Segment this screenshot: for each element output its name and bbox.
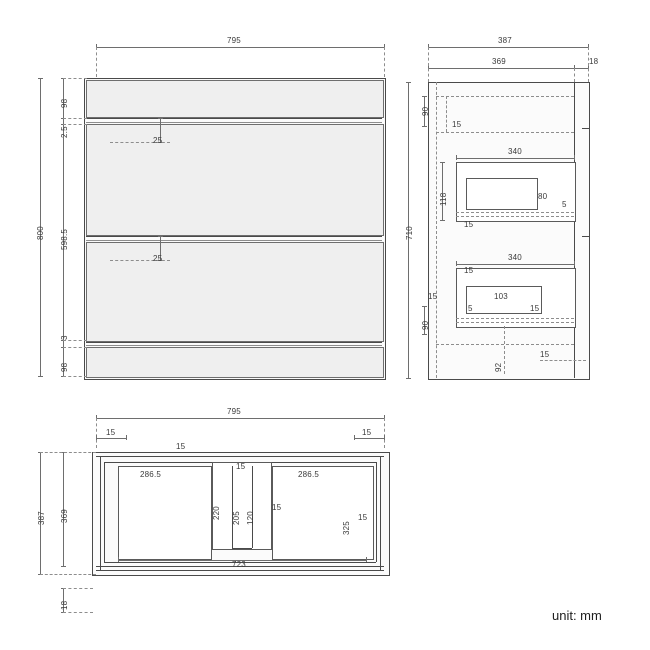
side-drawer-top-line [436,96,574,97]
front-drawer-middle [86,124,384,236]
dim-tick [406,82,411,83]
side-back-panel-line [574,82,575,378]
front-dim-25-top: 25 [153,136,163,145]
front-dim-2p5: 2.5 [60,126,69,138]
ext-line [96,418,97,448]
side-edge-label: 18 [589,57,599,66]
dim-tick [38,376,43,377]
plan-dim-286p5-right: 286.5 [298,470,320,479]
side-drawer-middle-base2 [456,216,574,217]
plan-width-dim-line [96,418,384,419]
front-dim-98-top: 98 [60,98,69,108]
dim-tick [96,435,97,440]
side-dim-15-b: 15 [464,220,474,229]
plan-center-inner-bottom [232,548,252,549]
side-drawer-middle-inner [466,178,538,210]
dim-tick [440,162,445,163]
dim-tick [422,126,427,127]
front-gap-line-6 [86,345,382,346]
plan-inner-edge-right [380,456,381,570]
ext-line [40,452,96,453]
ext-line [63,588,93,589]
side-drawer-top-edge [446,96,447,132]
front-dim-25-middle: 25 [153,254,163,263]
plan-dim-286p5-left: 286.5 [140,470,162,479]
front-height-chain-line [63,78,64,376]
dim-tick [456,155,457,160]
dim-tick [158,118,163,119]
ext-line [63,347,87,348]
ext-line [63,78,87,79]
front-drawer-lower [86,242,384,342]
ext-line [96,47,97,77]
side-width-label: 387 [498,36,512,45]
side-dim-340-top: 340 [508,147,522,156]
side-dim-15-c: 15 [464,266,474,275]
side-dim-5-b: 5 [468,304,473,313]
plan-dim-205: 205 [232,511,241,525]
front-gap-line-2 [86,122,382,123]
plan-inner-depth-label: 369 [60,509,69,523]
side-dim-90-bottom: 90 [421,320,430,330]
front-gap-line-4 [86,240,382,241]
ext-line [574,68,575,82]
plan-cavity-right [376,462,377,562]
ext-line [63,376,87,377]
ext-line [504,326,505,374]
plan-inner-edge-left [100,456,101,570]
dim-tick [61,566,66,567]
plan-center-inner-left [232,466,233,548]
front-width-label: 795 [227,36,241,45]
side-dim-15-f: 15 [540,350,550,359]
side-drawer-top-bottom [436,132,574,133]
side-plinth-line [436,344,574,345]
dim-tick [366,557,367,562]
side-drawer-lower-base [456,318,574,319]
plan-dim-15-right: 15 [362,428,372,437]
side-dim-92: 92 [494,362,503,372]
plan-dim-15-inner: 15 [272,503,282,512]
ext-line [428,47,429,82]
dim-tick [440,220,445,221]
unit-note: unit: mm [552,608,602,623]
side-dim-15-e: 15 [530,304,540,313]
plan-dim-15-center: 15 [236,462,246,471]
front-gap-line-3 [86,236,382,237]
side-drawer-middle-base [456,212,574,213]
plan-dim-325: 325 [342,521,351,535]
front-height-label: 800 [36,226,45,240]
side-bracket-2 [582,236,590,237]
front-dim-598p5: 598.5 [60,228,69,250]
dim-tick [38,78,43,79]
side-sub-width-label: 369 [492,57,506,66]
plan-inner-edge-bottom2 [96,570,384,571]
plan-dim-220: 220 [212,506,221,520]
side-drawer-lower-base2 [456,322,574,323]
dim-tick [406,378,411,379]
ext-line [384,418,385,448]
side-dim-103: 103 [494,292,508,301]
ext-line [540,360,586,361]
plan-base-label: 18 [60,600,69,610]
dim-tick [118,557,119,562]
front-drawer-top [86,80,384,118]
side-dim-118-line [442,162,443,220]
dim-tick [422,306,427,307]
side-dim-80: 80 [538,192,548,201]
plan-right-inset-line [354,438,384,439]
plan-center-column [212,462,272,550]
dim-tick [158,236,163,237]
side-width-dim-line [428,47,588,48]
dim-tick [574,155,575,160]
front-width-dim-line [96,47,384,48]
side-width-chain-line [428,68,588,69]
dim-tick [422,96,427,97]
ext-line [63,118,87,119]
side-dim-340-top-line [456,158,574,159]
ext-line [40,574,96,575]
dim-tick [354,435,355,440]
front-dim-98-bottom: 98 [60,362,69,372]
ext-line [384,47,385,77]
plan-center-inner-right [252,466,253,548]
side-dim-5-a: 5 [562,200,567,209]
plan-dim-15-far: 15 [358,513,368,522]
side-dim-90-top: 90 [421,106,430,116]
front-dim-3: 3 [60,335,69,340]
side-height-label: 710 [405,226,414,240]
plan-inner-edge-top [96,456,384,457]
ext-line [588,47,589,82]
front-gap-line-5 [86,342,382,343]
side-bracket-1 [582,128,590,129]
side-dim-340-lower: 340 [508,253,522,262]
front-plinth [86,347,384,378]
plan-dim-723: 723 [232,560,246,569]
plan-dim-15-mid: 15 [176,442,186,451]
dim-tick [126,435,127,440]
side-dim-15-a: 15 [452,120,462,129]
ext-line [63,340,87,341]
ext-line [63,124,87,125]
side-dim-15-d: 15 [428,292,438,301]
dim-tick [422,334,427,335]
dim-tick [456,261,457,266]
plan-dim-120: 120 [246,511,255,525]
dim-tick [384,435,385,440]
plan-cavity-left [104,462,105,562]
side-dim-118: 118 [439,192,448,206]
dim-tick [574,261,575,266]
plan-dim-15-left: 15 [106,428,116,437]
plan-width-label: 795 [227,407,241,416]
plan-depth-label: 387 [37,511,46,525]
ext-line [63,612,93,613]
side-front-offset [436,82,437,378]
front-gap-line-1 [86,118,382,119]
plan-left-inset-line [96,438,126,439]
plan-left-compartment [118,466,212,560]
side-dim-340-lower-line [456,264,574,265]
